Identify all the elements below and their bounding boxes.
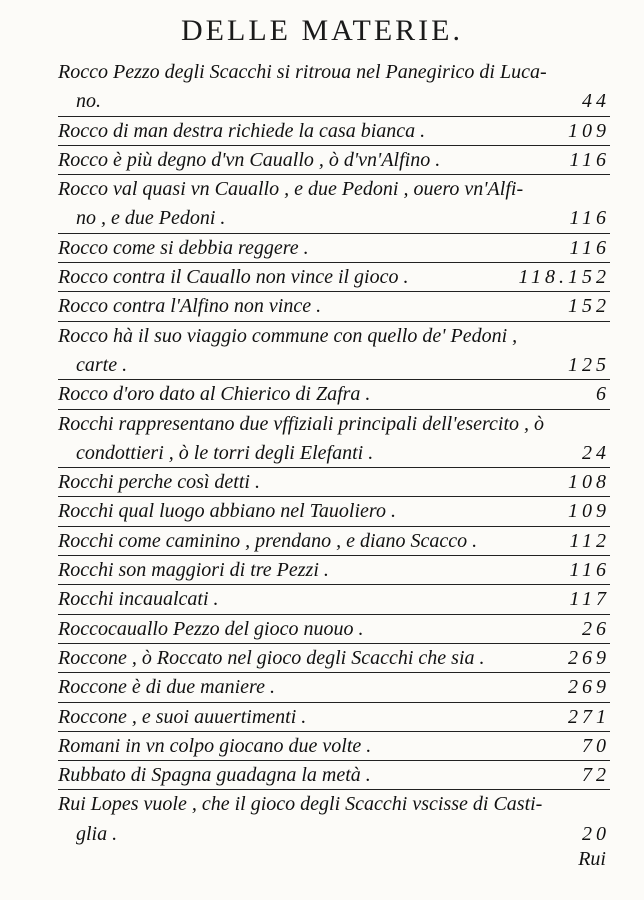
entry-text: Rocchi qual luogo abbiano nel Tauoliero .	[58, 500, 396, 523]
entry-text-line	[58, 292, 610, 321]
entry-text: Rocchi incaualcati .	[58, 588, 219, 611]
index-entry	[58, 117, 610, 146]
entry-text-line	[58, 673, 610, 702]
entry-text-line	[58, 380, 610, 409]
entry-text-line	[58, 556, 610, 585]
entry-text-line	[58, 703, 610, 732]
index-entry	[58, 263, 610, 292]
entry-page-number: 20	[582, 822, 610, 845]
entry-page-number: 116	[569, 207, 610, 230]
entry-page-number: 24	[582, 441, 610, 464]
entry-text-line	[58, 234, 610, 263]
entry-page-number: 72	[582, 764, 610, 787]
entry-text: no.	[76, 90, 101, 113]
entry-text-line	[58, 497, 610, 526]
entry-page-number: 6	[596, 383, 610, 406]
entry-continuation-line	[58, 351, 610, 380]
entry-page-number: 26	[582, 617, 610, 640]
index-entry	[58, 527, 610, 556]
index-entry	[58, 732, 610, 761]
entry-page-number: 112	[569, 529, 610, 552]
index-entry	[58, 410, 610, 469]
entry-text: Rocco è più degno d'vn Cauallo , ò d'vn'Alfino .	[58, 148, 441, 171]
entry-text: Rocco come si debbia reggere .	[58, 236, 309, 259]
entry-text: Rocco contra l'Alfino non vince .	[58, 295, 322, 318]
entry-text-line	[58, 175, 610, 204]
entry-text-line	[58, 585, 610, 614]
entry-text: Rocco Pezzo degli Scacchi si ritroua nel Panegirico di Luca-	[58, 61, 547, 83]
index-list	[58, 58, 610, 849]
entry-text-line	[58, 644, 610, 673]
entry-page-number: 44	[582, 90, 610, 113]
catchword: Rui	[578, 848, 606, 870]
entry-text-line	[58, 263, 610, 292]
entry-text: no , e due Pedoni .	[76, 207, 226, 230]
entry-text-line	[58, 322, 610, 351]
index-entry	[58, 703, 610, 732]
entry-continuation-line	[58, 87, 610, 116]
index-entry	[58, 615, 610, 644]
entry-text: Rocchi come caminino , prendano , e diano Scacco .	[58, 529, 478, 552]
entry-text-line	[58, 58, 610, 87]
entry-text: Rocchi perche così detti .	[58, 471, 260, 494]
entry-text: Rocco contra il Cauallo non vince il gioco .	[58, 266, 409, 289]
entry-page-number: 271	[568, 705, 610, 728]
entry-page-number: 70	[582, 734, 610, 757]
index-entry	[58, 644, 610, 673]
index-entry	[58, 292, 610, 321]
entry-text: Roccocauallo Pezzo del gioco nuouo .	[58, 617, 364, 640]
entry-text: Roccone è di due maniere .	[58, 676, 275, 699]
entry-text: glia .	[76, 822, 118, 845]
entry-text: Rocchi rappresentano due vffiziali principali dell'esercito , ò	[58, 412, 545, 435]
index-entry	[58, 380, 610, 409]
index-entry	[58, 58, 610, 117]
entry-text-line	[58, 790, 610, 819]
index-entry	[58, 468, 610, 497]
entry-text: Rocco di man destra richiede la casa bianca .	[58, 119, 426, 142]
index-entry	[58, 556, 610, 585]
entry-text-line	[58, 761, 610, 790]
entry-page-number: 109	[568, 500, 610, 523]
entry-page-number: 118.152	[518, 266, 610, 289]
index-entry	[58, 234, 610, 263]
index-entry	[58, 322, 610, 381]
entry-continuation-line	[58, 820, 610, 849]
entry-page-number: 116	[569, 236, 610, 259]
entry-text: Romani in vn colpo giocano due volte .	[58, 734, 372, 757]
index-entry	[58, 146, 610, 175]
entry-text-line	[58, 732, 610, 761]
entry-text: Rocchi son maggiori di tre Pezzi .	[58, 559, 329, 582]
entry-text: Rocco hà il suo viaggio commune con quello de' Pedoni ,	[58, 324, 518, 347]
entry-text: Rubbato di Spagna guadagna la metà .	[58, 764, 371, 787]
index-entry	[58, 673, 610, 702]
entry-text: Rocco d'oro dato al Chierico di Zafra .	[58, 383, 371, 406]
entry-page-number: 116	[569, 559, 610, 582]
index-entry	[58, 497, 610, 526]
entry-text-line	[58, 146, 610, 175]
entry-text: condottieri , ò le torri degli Elefanti .	[76, 441, 374, 464]
index-entry	[58, 790, 610, 849]
index-entry	[58, 761, 610, 790]
entry-page-number: 269	[568, 676, 610, 699]
entry-text-line	[58, 117, 610, 146]
entry-text-line	[58, 410, 610, 439]
entry-text: Roccone , ò Roccato nel gioco degli Scacchi che sia .	[58, 646, 485, 669]
entry-page-number: 117	[569, 588, 610, 611]
entry-page-number: 152	[568, 295, 610, 318]
entry-text-line	[58, 527, 610, 556]
entry-text: Roccone , e suoi auuertimenti .	[58, 705, 307, 728]
page-heading: DELLE MATERIE.	[181, 14, 463, 47]
entry-text: Rui Lopes vuole , che il gioco degli Scacchi vscisse di Casti-	[58, 793, 543, 816]
entry-text-line	[58, 615, 610, 644]
index-entry	[58, 175, 610, 234]
entry-text: carte .	[76, 353, 128, 376]
entry-continuation-line	[58, 204, 610, 233]
entry-page-number: 116	[569, 148, 610, 171]
entry-text: Rocco val quasi vn Cauallo , e due Pedoni , ouero vn'Alfi-	[58, 178, 524, 201]
entry-text-line	[58, 468, 610, 497]
entry-page-number: 109	[568, 119, 610, 142]
index-entry	[58, 585, 610, 614]
entry-page-number: 125	[568, 353, 610, 376]
entry-page-number: 108	[568, 471, 610, 494]
entry-continuation-line	[58, 439, 610, 468]
entry-page-number: 269	[568, 646, 610, 669]
